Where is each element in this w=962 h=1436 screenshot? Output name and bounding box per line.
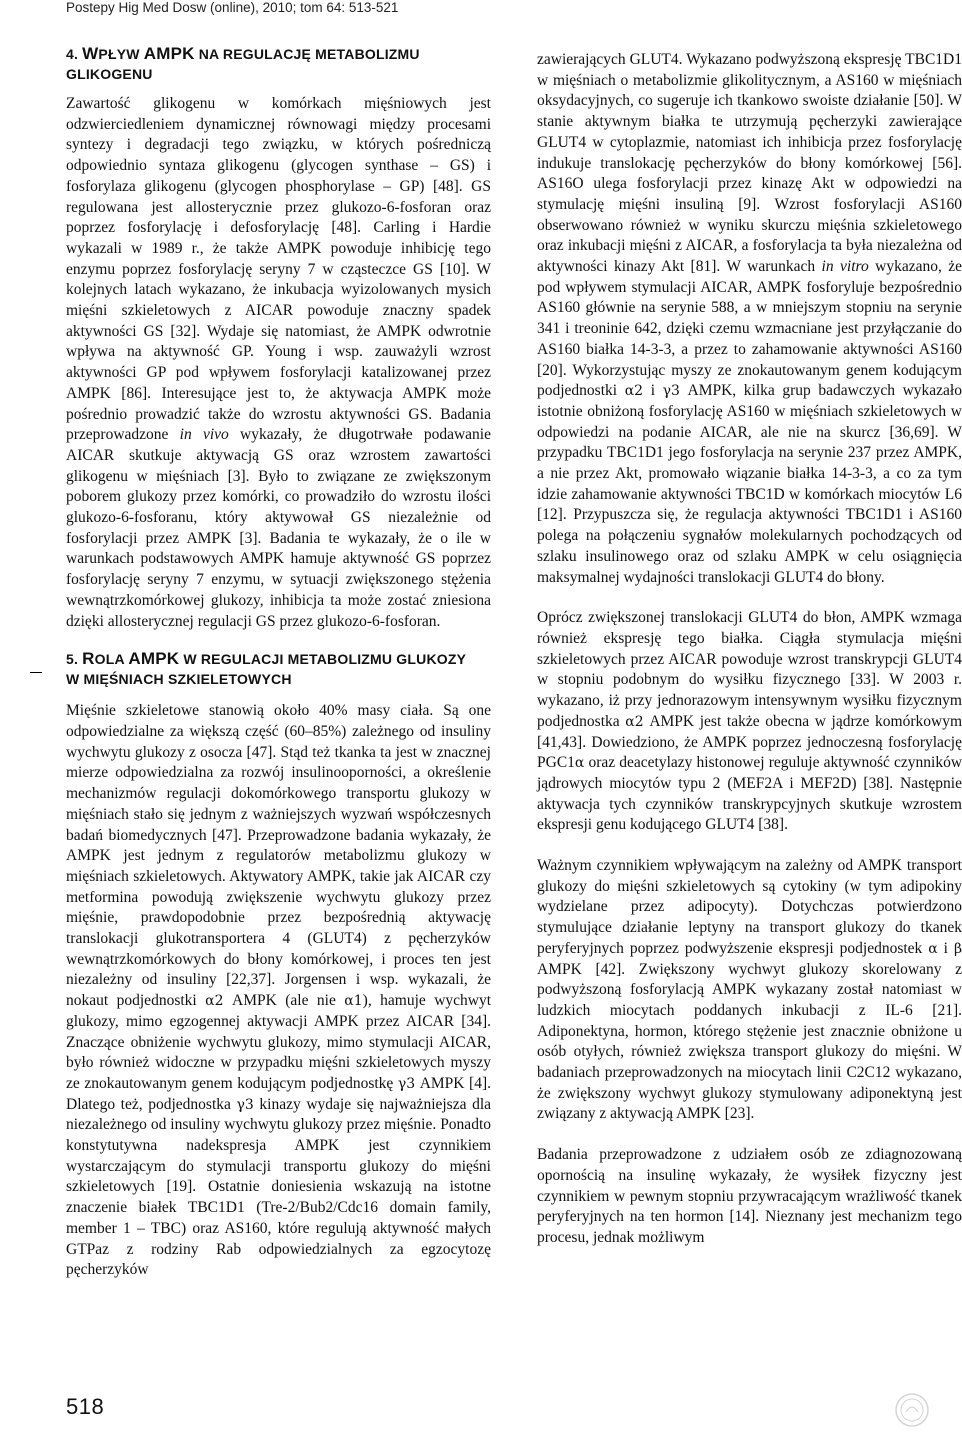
right-paragraph-2 — [537, 608, 962, 836]
paragraph-text: AMPK jest także obecna w jądrze komórkowym [41,43]. Dowiedziono, że AMPK poprzez jednoczesną fosforylację PGC1 — [537, 712, 962, 772]
paragraph-text: kinazy wydaje się najważniejsza dla niezależnego od insuliny wychwytu glukozy przez mięśnie. Ponadto konstytutywna nadekspresja AMPK jest czynnikiem wystarczającym do stymulacji transportu glukozy do mięśni szkieletowych [19]. Ostatnie doniesienia wskazują na istotne znaczenie białek TBC1D1 (Tre-2/Bub2/Cdc16 domain family, member 1 – TBC) oraz AS160, które regulują aktywność małych GTPaz z rodziny Rab odpowiedzialnych za egzocytozę pęcherzyków — [66, 1095, 492, 1279]
greek-symbol: α1 — [344, 993, 363, 1010]
paragraph-text: oraz deacetylazy histonowej reguluje aktywność czynników jądrowych miocytów typu 2 (MEF2A i MEF2D) [38]. Następnie aktywacja tych czynników transkrypcyjnych skutkuje wzrostem ekspresji genu kodującego GLUT4 [38]. — [537, 754, 962, 834]
paragraph-text: AMPK (ale nie — [232, 992, 336, 1010]
right-paragraph-4: Badania przeprowadzone z udziałem osób ze zdiagnozowaną opornością na insulinę wykazały, że wysiłek fizyczny jest czynnikiem w pewnym stopniu przywracającym wrażliwość tkanek peryferyjnych na ten hormon [14]. Nieznany jest mechanizm tego procesu, jednak możliwym — [537, 1146, 962, 1246]
greek-symbol: α2 — [205, 993, 224, 1010]
paragraph-text: i — [650, 382, 655, 400]
heading-initial: W — [82, 44, 99, 63]
heading-ampk: AMPK — [143, 44, 195, 63]
running-header: Postepy Hig Med Dosw (online), 2010; tom 64: 513-521 — [66, 0, 399, 15]
heading-word: PŁYW — [98, 46, 140, 62]
heading-tail: W REGULACJI METABOLIZMU GLUKOZY — [183, 651, 467, 668]
paragraph-text: i — [943, 939, 948, 957]
greek-symbol: α — [928, 940, 938, 957]
section-number: 4. — [66, 46, 79, 62]
paragraph-text: wykazano, że pod wpływem stymulacji AICAR, AMPK fosforyluje bezpośrednio AS160 głównie na serynie 588, a w mniejszym stopniu na serynie 341 i treoninie 642, dzięki czemu wzmacniane jest przyłączanie do AS160 białka 14-3-3, a przez to zahamowanie aktywności AS160 [20]. Wykorzystując myszy ze znokautowanym genem kodującym podjednostki — [537, 258, 962, 400]
publisher-seal-icon — [894, 1392, 930, 1428]
greek-symbol: α2 — [624, 383, 644, 400]
heading-initial: R — [82, 649, 95, 669]
greek-symbol: β — [953, 940, 962, 957]
paragraph-text: Ważnym czynnikiem wpływającym na zależny od AMPK transport glukozy do mięśni szkieletowych są cytokiny (w tym adipokiny wydzielane przez adipocyty). Dotychczas potwierdzono stymulujące działanie leptyny na transport glukozy do tkanek peryferyjnych poprzez podwyższenie ekspresji podjednostek — [537, 857, 962, 957]
section-5-paragraph — [66, 701, 491, 1281]
paragraph-text: Zawartość glikogenu w komórkach mięśniowych jest odzwierciedleniem dynamicznej równowagi między procesami syntezy i degradacji tego związku, w których pośredniczą odpowiednio syntaza glikogenu (glycogen synthase – GS) i fosforylaza glikogenu (glycogen phosphorylase – GP) [48]. GS regulowana jest allosterycznie przez glukozo-6-fosforan oraz poprzez fosforylację i defosforylację [48]. Carling i Hardie wykazali w 1989 r., że także AMPK powoduje inhibicję tego enzymu poprzez fosforylację seryny 7 w cząsteczce GS [10]. W kolejnych latach wykazano, że inkubacja wyizolowanych mysich mięśni szkieletowych z AICAR powoduje znaczny spadek aktywności GS [32]. Wydaje się natomiast, że AMPK odwrotnie wpływa na aktywność GP. Young i wsp. zauważyli wzrost aktywności GP pod wpływem fosforylacji katalizowanej przez AMPK [86]. Interesujące jest to, że aktywacja AMPK może pośrednio prowadzić także do wzrostu aktywności GS. Badania przeprowadzone — [66, 95, 491, 444]
paragraph-text: AMPK, kilka grup badawczych wykazało istotnie obniżoną fosforylację AS160 w mięśniach szkieletowych w odpowiedzi na podanie AICAR, ale nie na skurcz [36,69]. W przypadku TBC1D1 jego fosforylacja na serynie 237 przez AMPK, a nie przez Akt, promowało wiązanie białka 14-3-3, a co za tym idzie zahamowanie aktywności TBC1D w komórkach miocytów L6 [12]. Przypuszcza się, że regulacja aktywności TBC1D1 i AS160 polega na połączeniu sygnałów molekularnych pochodzących od szlaku insulinowego oraz od szlaku AMPK w celu osiągnięcia maksymalnej wydajności translokacji GLUT4 do błony. — [537, 382, 962, 586]
paragraph-text: AMPK [42]. Zwiększony wychwyt glukozy skorelowany z podwyższoną fosforylacją AMPK wykazany został natomiast w ludzkich miocytach poddanych inkubacji z IL-6 [21]. Adiponektyna, hormon, którego stężenie jest znacznie obniżone u osób otyłych, również zwiększa transport glukozy do mięśni. W badaniach przeprowadzonych na miocytach linii C2C12 wykazano, że zwiększony wychwyt glukozy stymulowany adiponektyną jest związany z aktywacją AMPK [23]. — [537, 960, 962, 1123]
right-column — [537, 50, 962, 1249]
paragraph-text: ), hamuje wychwyt glukozy, mimo egzogennej aktywacji AMPK przez AICAR [34]. Znaczące obniżenie wychwytu glukozy, mimo stymulacji AICAR, było również widoczne w przypadku mięśni szkieletowych myszy ze znokautowanym genem kodującym podjednostkę — [66, 992, 492, 1092]
section-number: 5. — [66, 651, 79, 668]
paragraph-text: AMPK [4]. Dlatego też, podjednostka — [66, 1074, 492, 1113]
right-paragraph-3 — [537, 856, 962, 1125]
paragraph-text: zawierających GLUT4. Wykazano podwyższoną ekspresję TBC1D1 w mięśniach o metabolizmie glikolitycznym, a AS160 w mięśniach oksydacyjnych, co sugeruje ich tkankowo swoiste działanie [50]. W stanie aktywnym białka te utrzymują pęcherzyki zawierające GLUT4 w cytoplazmie, natomiast ich inhibicja przez fosforylację indukuje translokację pęcherzyków do błony komórkowej [56]. AS16O ulega fosforylacji przez kinazę Akt w odpowiedzi na stymulację mięśni insuliną [9]. Wzrost fosforylacji AS160 obserwowano również w wyniku skurczu mięśnia szkieletowego oraz inkubacji mięśni z AICAR, a fosforylacja ta była niezależna od aktywności kinazy Akt [81]. W warunkach — [537, 51, 962, 276]
greek-symbol: α — [574, 755, 585, 772]
greek-symbol: γ3 — [236, 1096, 254, 1113]
section-4-heading — [66, 44, 491, 84]
heading-ampk: AMPK — [128, 649, 180, 669]
italic-term: in vivo — [179, 426, 229, 444]
greek-symbol: α2 — [625, 713, 644, 730]
heading-line-2: W MIĘŚNIACH SZKIELETOWYCH — [66, 671, 292, 688]
italic-term: in vitro — [821, 258, 869, 276]
right-paragraph-1 — [537, 50, 962, 588]
margin-tick — [30, 672, 42, 673]
heading-word: OLA — [94, 651, 125, 668]
greek-symbol: γ3 — [662, 383, 680, 400]
left-column — [66, 44, 491, 1281]
paragraph-text: Mięśnie szkieletowe stanowią około 40% masy ciała. Są one odpowiedzialne za większą część (60–85%) zależnego od insuliny wychwytu glukozy z osocza [47]. Stąd też tkanka ta jest w znacznej mierze odpowiedzialna za rozwój insulinooporności, a określenie mechanizmów regulacji dokomórkowego transportu glukozy w mięśniach stało się jednym z ważniejszych wyzwań współczesnych badań biomedycznych [47]. Przeprowadzone badania wykazały, że AMPK jest jednym z regulatorów metabolizmu glukozy w mięśniach szkieletowych. Aktywatory AMPK, takie jak AICAR czy metformina powodują zwiększenie wychwytu glukozy przez mięśnie, prawdopodobnie przez bezpośrednią aktywację translokacji glukotransportera 4 (GLUT4) z pęcherzyków wewnątrzkomórkowych do błony komórkowej, i proces ten jest niezależny od insuliny [22,37]. Jorgensen i wsp. wykazali, że nokaut podjednostki — [66, 702, 491, 1010]
page-number: 518 — [66, 1394, 105, 1419]
greek-symbol: γ3 — [397, 1075, 416, 1092]
heading-tail: NA REGULACJĘ METABOLIZMU GLIKOGENU — [66, 46, 420, 82]
section-4-paragraph — [66, 94, 491, 632]
paragraph-text: wykazały, że długotrwałe podawanie AICAR skutkuje aktywacją GS oraz wzrostem zawartości glikogenu w mięśniach [3]. Było to związane ze zwiększonym poborem glukozy przez komórki, co prowadziło do wzrostu ilości glukozo-6-fosforanu, który aktywował GS niezależnie od fosforylacji przez AMPK [3]. Badania te wykazały, że o ile w warunkach podstawowych AMPK hamuje aktywność GS poprzez fosforylację seryny 7 enzymu, w sytuacji zwiększonego stężenia wewnątrzkomórkowej glukozy, inhibicja ta może zostać zniesiona dzięki allosterycznej regulacji GS przez glukozo-6-fosforan. — [66, 426, 491, 630]
section-5-heading — [66, 649, 491, 689]
paragraph-text: Oprócz zwiększonej translokacji GLUT4 do błon, AMPK wzmaga również ekspresję tego białka. Ciągła stymulacja mięśni szkieletowych przez AICAR powoduje wzrost transkrypcji GLUT4 w stopniu podobnym do wysiłku fizycznego [33]. W 2003 r. wykazano, iż przy jednorazowym intensywnym wysiłku fizycznym podjednostka — [537, 609, 962, 730]
